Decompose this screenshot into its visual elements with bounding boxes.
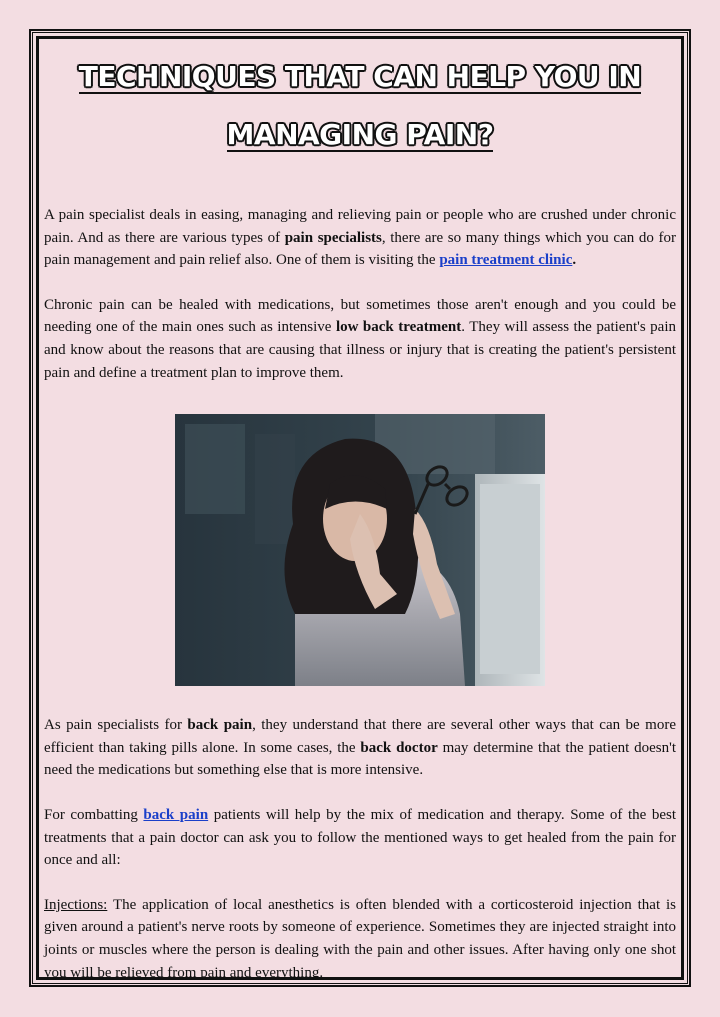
paragraph-text: For combatting <box>44 806 144 823</box>
paragraph-combatting <box>44 804 676 872</box>
page-title <box>44 48 676 164</box>
injections-label: Injections: <box>44 896 108 913</box>
bold-term: pain specialists <box>284 229 382 246</box>
paragraph-text: , there are so many things which you can do for pain management and pain relief also. One of them is visiting the <box>44 229 676 269</box>
title-line-2: MANAGING PAIN? <box>226 118 494 151</box>
pain-treatment-clinic-link[interactable]: pain treatment clinic <box>439 252 573 269</box>
back-pain-link[interactable]: back pain <box>143 806 209 823</box>
paragraph-text: may determine that the patient doesn't need the medications but something else that is more intensive. <box>44 739 677 779</box>
paragraph-text: As pain specialists for <box>44 717 188 734</box>
paragraph-text: , they understand that there are several other ways that can be more efficient than taking pills alone. In some cases, the <box>44 717 676 756</box>
document-content <box>44 48 676 984</box>
paragraph-text: . <box>572 252 577 269</box>
bold-term: back doctor <box>360 739 438 756</box>
paragraph-text: Chronic pain can be healed with medications, but sometimes those aren't enough and you could be needing one of the main ones such as intensive <box>44 296 676 336</box>
paragraph-text: patients will help by the mix of medication and therapy. Some of the best treatments that a pain doctor can ask you to follow the mentioned ways to get healed from the pain for once and all: <box>44 806 676 869</box>
bold-term: back pain <box>187 717 253 734</box>
paragraph-text: . They will assess the patient's pain and know about the reasons that are causing that illness or injury that is creating the patient's persistent pain and define a treatment plan to improve them. <box>44 319 676 381</box>
woman-headache-photo <box>175 414 545 686</box>
paragraph-text: The application of local anesthetics is often blended with a corticosteroid injection that is given around a patient's nerve roots by someone of experience. Sometimes they are injected straight into joints or muscles where the person is dealing with the pain and other issues. After having only one shot you will be relieved from pain and everything. <box>44 896 676 981</box>
paragraph-injections <box>44 894 676 984</box>
photo-illustration <box>175 414 545 686</box>
paragraph-intro <box>44 204 676 272</box>
title-line-1: TECHNIQUES THAT CAN HELP YOU IN <box>78 60 642 93</box>
paragraph-text: A pain specialist deals in easing, managing and relieving pain or people who are crushed under chronic pain. And as there are various types of <box>44 207 676 246</box>
paragraph-chronic-pain <box>44 294 676 384</box>
paragraph-back-pain <box>44 714 676 782</box>
bold-term: low back treatment <box>335 319 462 336</box>
